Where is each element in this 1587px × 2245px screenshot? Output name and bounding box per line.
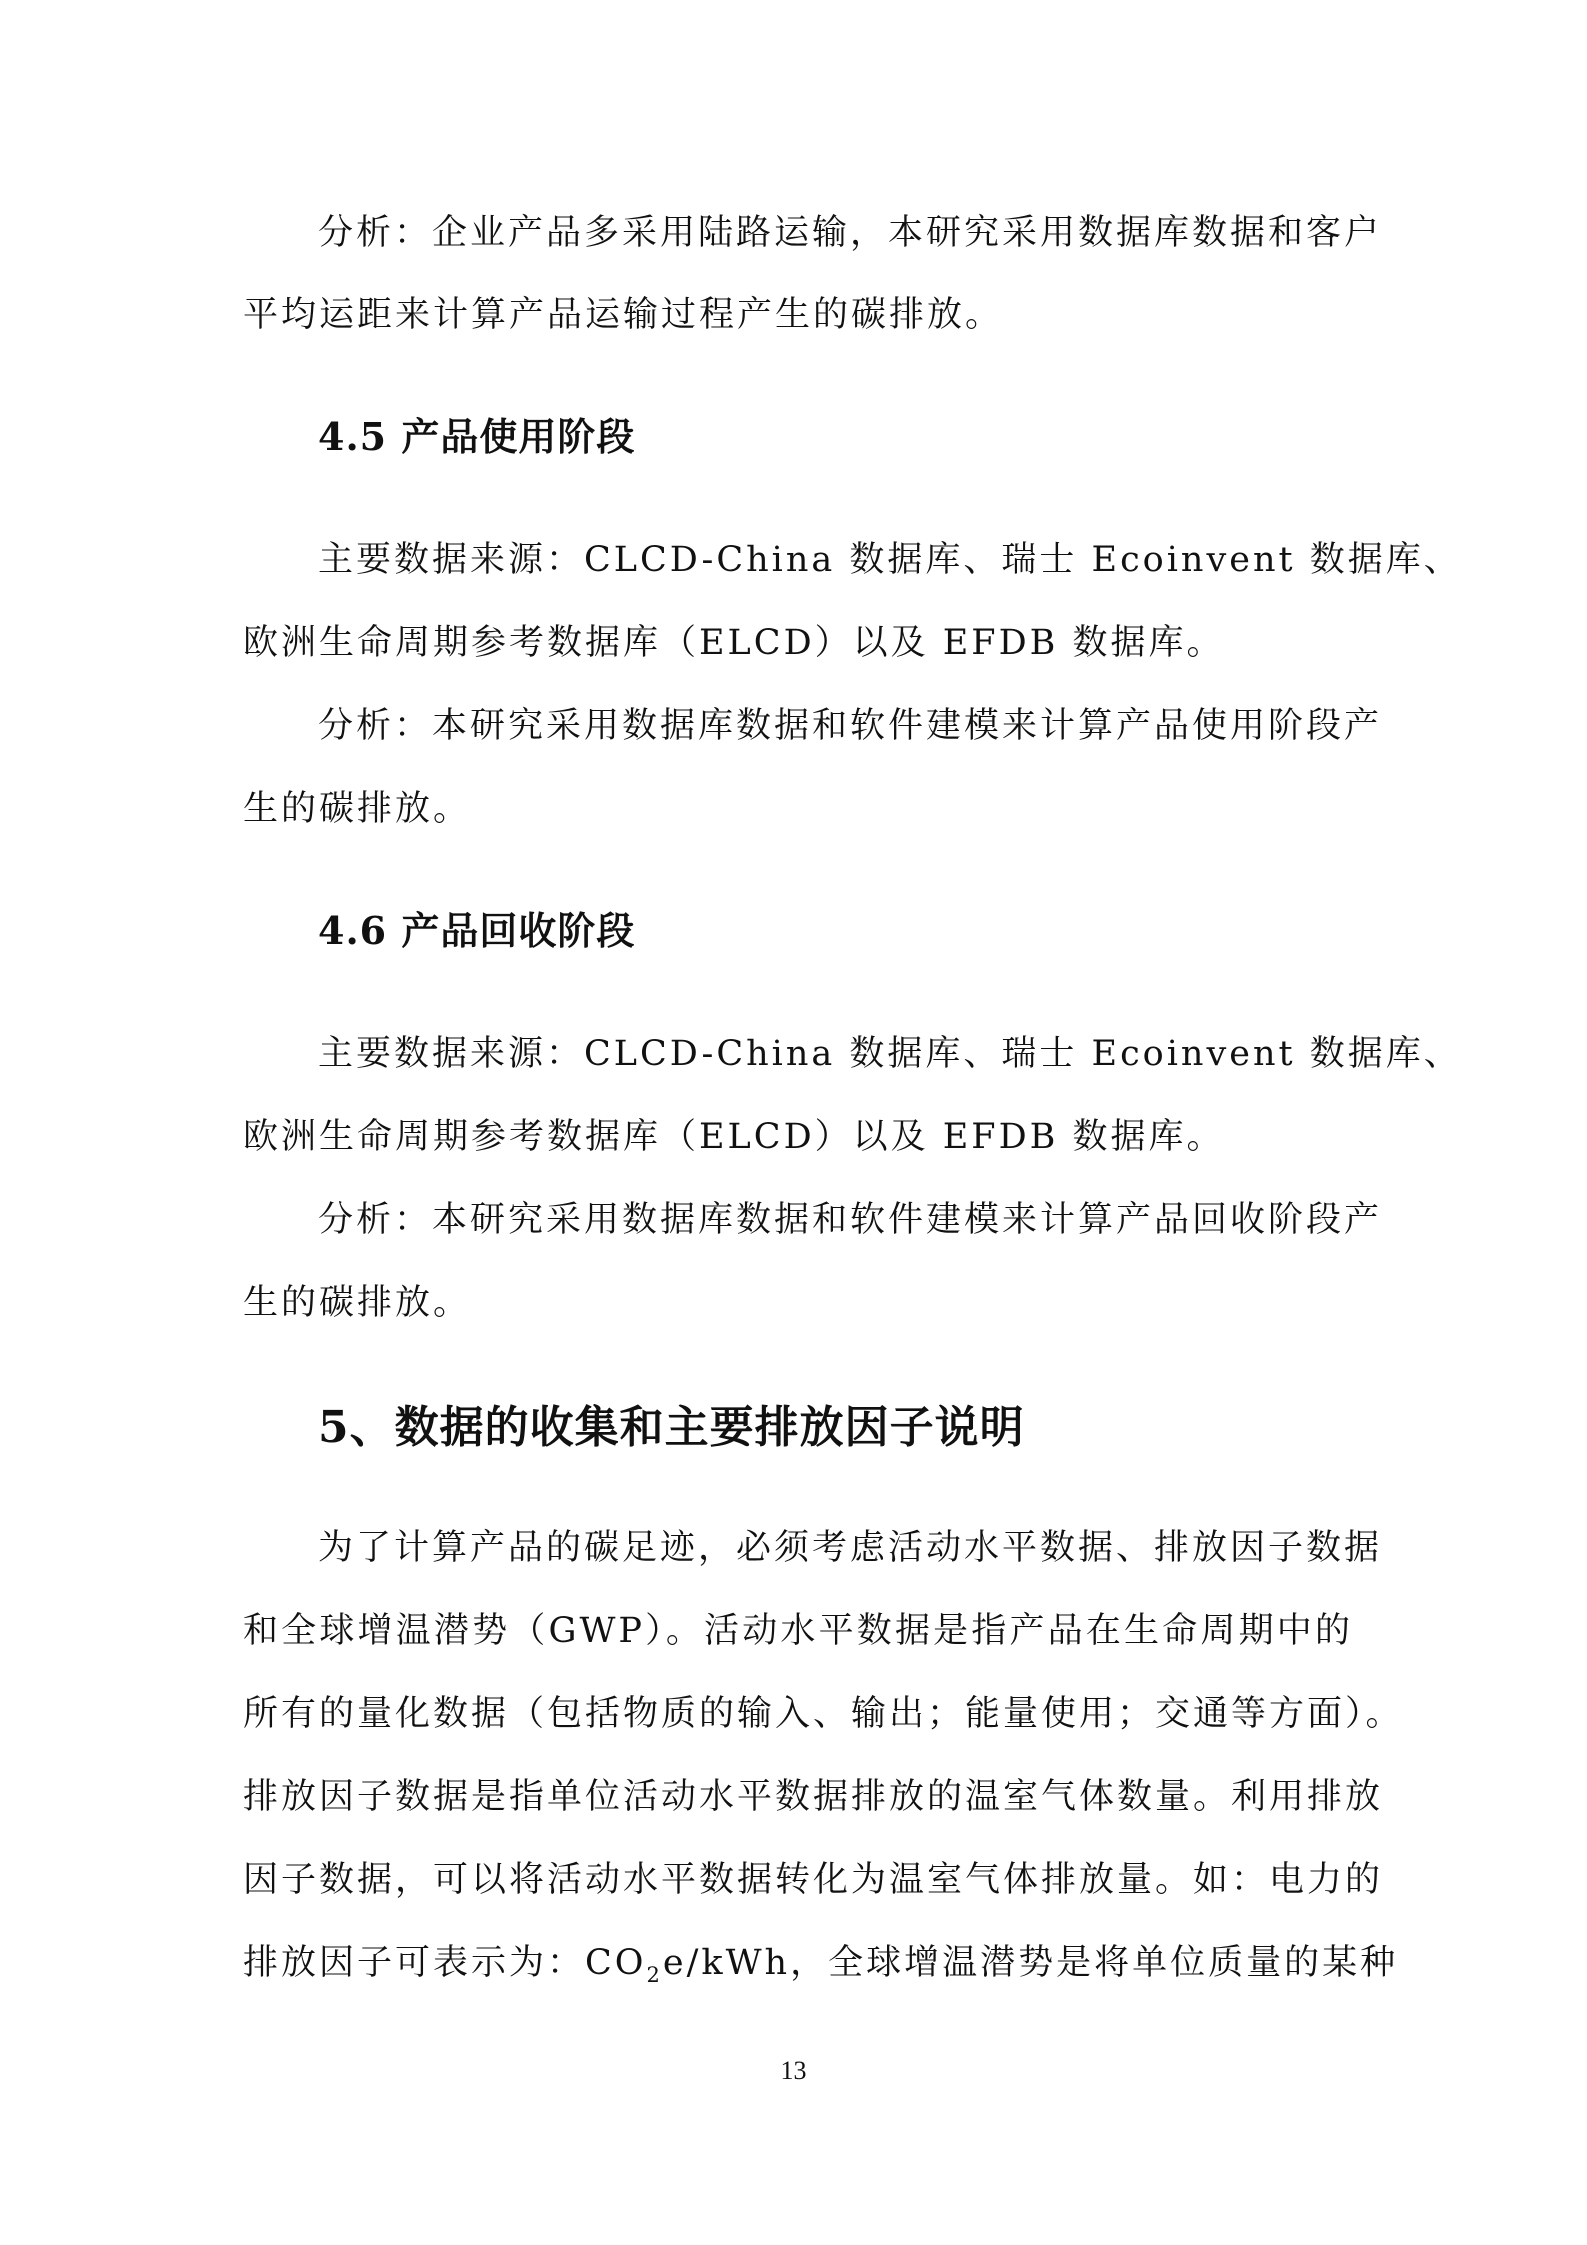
analysis-4-4-line-2: 平均运距来计算产品运输过程产生的碳排放。 bbox=[243, 295, 1004, 335]
section-5-line-1: 为了计算产品的碳足迹，必须考虑活动水平数据、排放因子数据 bbox=[318, 1528, 1383, 1568]
source-4-6-line-2: 欧洲生命周期参考数据库（ELCD）以及 EFDB 数据库。 bbox=[243, 1117, 1225, 1157]
source-4-5-line-2: 欧洲生命周期参考数据库（ELCD）以及 EFDB 数据库。 bbox=[243, 623, 1225, 663]
analysis-4-5-line-1: 分析：本研究采用数据库数据和软件建模来计算产品使用阶段产 bbox=[318, 706, 1383, 746]
section-5-line-3: 所有的量化数据（包括物质的输入、输出；能量使用；交通等方面）。 bbox=[243, 1694, 1404, 1734]
source-4-5-line-1: 主要数据来源：CLCD-China 数据库、瑞士 Ecoinvent 数据库、 bbox=[318, 540, 1462, 580]
heading-4-5: 4.5 产品使用阶段 bbox=[318, 414, 636, 459]
page-number: 13 bbox=[780, 2056, 807, 2085]
heading-5: 5、数据的收集和主要排放因子说明 bbox=[318, 1402, 1025, 1453]
section-5-line-6-suffix: e/kWh，全球增温潜势是将单位质量的某种 bbox=[662, 1943, 1399, 1983]
section-5-line-4: 排放因子数据是指单位活动水平数据排放的温室气体数量。利用排放 bbox=[243, 1777, 1384, 1817]
section-5-line-6 bbox=[243, 1938, 1399, 1988]
analysis-4-6-line-2: 生的碳排放。 bbox=[243, 1283, 472, 1323]
section-5-line-5: 因子数据，可以将活动水平数据转化为温室气体排放量。如：电力的 bbox=[243, 1860, 1384, 1900]
analysis-4-4-line-1: 分析：企业产品多采用陆路运输，本研究采用数据库数据和客户 bbox=[318, 213, 1383, 253]
section-5-line-2: 和全球增温潜势（GWP）。活动水平数据是指产品在生命周期中的 bbox=[243, 1611, 1353, 1651]
analysis-4-5-line-2: 生的碳排放。 bbox=[243, 789, 472, 829]
analysis-4-6-line-1: 分析：本研究采用数据库数据和软件建模来计算产品回收阶段产 bbox=[318, 1200, 1383, 1240]
heading-4-6: 4.6 产品回收阶段 bbox=[318, 908, 636, 953]
section-5-line-6-prefix: 排放因子可表示为：CO bbox=[243, 1943, 647, 1983]
source-4-6-line-1: 主要数据来源：CLCD-China 数据库、瑞士 Ecoinvent 数据库、 bbox=[318, 1034, 1462, 1074]
co2-subscript: 2 bbox=[646, 1963, 663, 1987]
